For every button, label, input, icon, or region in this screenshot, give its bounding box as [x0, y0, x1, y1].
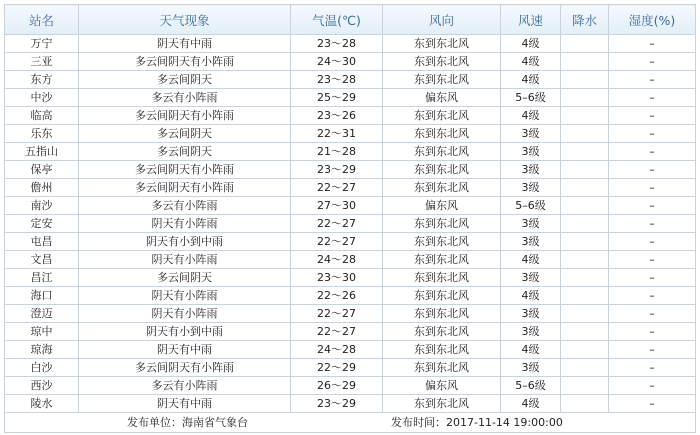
cell-wind-direction: 偏东风 — [383, 197, 501, 215]
cell-station: 五指山 — [5, 143, 79, 161]
cell-precipitation — [561, 341, 609, 359]
cell-humidity: – — [609, 323, 696, 341]
cell-humidity: – — [609, 269, 696, 287]
cell-humidity: – — [609, 107, 696, 125]
header-row — [5, 5, 696, 35]
cell-weather: 多云间阴天 — [79, 125, 291, 143]
cell-weather: 多云有小阵雨 — [79, 89, 291, 107]
cell-temperature: 23～29 — [291, 395, 383, 413]
cell-temperature: 22～29 — [291, 359, 383, 377]
weather-forecast-table — [4, 4, 696, 433]
cell-wind-speed: 4级 — [501, 35, 561, 53]
cell-weather: 阴天有小阵雨 — [79, 215, 291, 233]
cell-humidity: – — [609, 359, 696, 377]
table-header — [5, 5, 696, 35]
cell-humidity: – — [609, 143, 696, 161]
publisher-text: 发布单位：海南省气象台 — [127, 416, 248, 429]
cell-wind-speed: 3级 — [501, 161, 561, 179]
table-row — [5, 359, 696, 377]
cell-precipitation — [561, 359, 609, 377]
header-wind-speed: 风速 — [501, 5, 561, 35]
cell-temperature: 27～30 — [291, 197, 383, 215]
cell-precipitation — [561, 143, 609, 161]
cell-temperature: 23～28 — [291, 71, 383, 89]
cell-precipitation — [561, 35, 609, 53]
cell-weather: 阴天有小阵雨 — [79, 287, 291, 305]
cell-wind-direction: 东到东北风 — [383, 359, 501, 377]
cell-station: 临高 — [5, 107, 79, 125]
cell-weather: 阴天有小到中雨 — [79, 233, 291, 251]
cell-precipitation — [561, 323, 609, 341]
cell-wind-speed: 3级 — [501, 305, 561, 323]
cell-wind-speed: 4级 — [501, 107, 561, 125]
cell-weather: 多云间阴天有小阵雨 — [79, 53, 291, 71]
cell-temperature: 21～28 — [291, 143, 383, 161]
cell-wind-speed: 4级 — [501, 341, 561, 359]
header-precipitation: 降水 — [561, 5, 609, 35]
cell-station: 昌江 — [5, 269, 79, 287]
cell-wind-direction: 东到东北风 — [383, 287, 501, 305]
cell-wind-direction: 东到东北风 — [383, 269, 501, 287]
cell-station: 南沙 — [5, 197, 79, 215]
cell-weather: 多云间阴天有小阵雨 — [79, 179, 291, 197]
cell-station: 中沙 — [5, 89, 79, 107]
cell-temperature: 22～26 — [291, 287, 383, 305]
cell-station: 屯昌 — [5, 233, 79, 251]
cell-wind-speed: 4级 — [501, 71, 561, 89]
cell-precipitation — [561, 269, 609, 287]
cell-precipitation — [561, 161, 609, 179]
cell-wind-speed: 5–6级 — [501, 197, 561, 215]
cell-wind-speed: 3级 — [501, 143, 561, 161]
cell-precipitation — [561, 71, 609, 89]
cell-temperature: 22～27 — [291, 305, 383, 323]
cell-station: 定安 — [5, 215, 79, 233]
cell-station: 万宁 — [5, 35, 79, 53]
cell-wind-direction: 东到东北风 — [383, 125, 501, 143]
cell-wind-direction: 东到东北风 — [383, 161, 501, 179]
cell-humidity: – — [609, 215, 696, 233]
cell-humidity: – — [609, 395, 696, 413]
cell-weather: 多云间阴天 — [79, 143, 291, 161]
table-row — [5, 341, 696, 359]
cell-humidity: – — [609, 377, 696, 395]
cell-temperature: 23～26 — [291, 107, 383, 125]
cell-humidity: – — [609, 305, 696, 323]
cell-wind-direction: 东到东北风 — [383, 215, 501, 233]
cell-station: 儋州 — [5, 179, 79, 197]
cell-wind-direction: 东到东北风 — [383, 251, 501, 269]
cell-precipitation — [561, 395, 609, 413]
cell-weather: 多云间阴天有小阵雨 — [79, 161, 291, 179]
cell-wind-direction: 东到东北风 — [383, 323, 501, 341]
cell-humidity: – — [609, 197, 696, 215]
cell-weather: 多云间阴天 — [79, 269, 291, 287]
table-row — [5, 269, 696, 287]
cell-humidity: – — [609, 179, 696, 197]
weather-table-container — [4, 4, 695, 433]
cell-weather: 阴天有小阵雨 — [79, 251, 291, 269]
table-row — [5, 251, 696, 269]
cell-precipitation — [561, 233, 609, 251]
cell-humidity: – — [609, 341, 696, 359]
table-row — [5, 305, 696, 323]
cell-wind-direction: 东到东北风 — [383, 35, 501, 53]
cell-temperature: 24～30 — [291, 53, 383, 71]
cell-wind-speed: 3级 — [501, 233, 561, 251]
cell-humidity: – — [609, 71, 696, 89]
cell-humidity: – — [609, 233, 696, 251]
table-row — [5, 233, 696, 251]
cell-precipitation — [561, 107, 609, 125]
cell-station: 澄迈 — [5, 305, 79, 323]
cell-wind-speed: 3级 — [501, 269, 561, 287]
cell-wind-speed: 4级 — [501, 287, 561, 305]
cell-precipitation — [561, 215, 609, 233]
cell-wind-direction: 东到东北风 — [383, 233, 501, 251]
cell-temperature: 23～29 — [291, 161, 383, 179]
cell-wind-direction: 偏东风 — [383, 377, 501, 395]
cell-station: 白沙 — [5, 359, 79, 377]
cell-wind-direction: 东到东北风 — [383, 143, 501, 161]
cell-precipitation — [561, 287, 609, 305]
cell-station: 三亚 — [5, 53, 79, 71]
cell-weather: 多云间阴天有小阵雨 — [79, 107, 291, 125]
table-row — [5, 161, 696, 179]
cell-wind-speed: 3级 — [501, 323, 561, 341]
cell-station: 保亭 — [5, 161, 79, 179]
cell-temperature: 22～27 — [291, 215, 383, 233]
table-row — [5, 143, 696, 161]
table-row — [5, 179, 696, 197]
cell-weather: 阴天有中雨 — [79, 35, 291, 53]
header-wind-direction: 风向 — [383, 5, 501, 35]
cell-station: 东方 — [5, 71, 79, 89]
cell-temperature: 24～28 — [291, 251, 383, 269]
header-weather: 天气现象 — [79, 5, 291, 35]
table-row — [5, 107, 696, 125]
cell-humidity: – — [609, 35, 696, 53]
cell-wind-speed: 3级 — [501, 125, 561, 143]
cell-precipitation — [561, 125, 609, 143]
cell-wind-direction: 偏东风 — [383, 89, 501, 107]
cell-station: 西沙 — [5, 377, 79, 395]
cell-station: 文昌 — [5, 251, 79, 269]
cell-weather: 多云有小阵雨 — [79, 377, 291, 395]
table-row — [5, 395, 696, 413]
cell-temperature: 23～28 — [291, 35, 383, 53]
table-row — [5, 287, 696, 305]
cell-precipitation — [561, 53, 609, 71]
cell-temperature: 22～31 — [291, 125, 383, 143]
cell-wind-speed: 4级 — [501, 53, 561, 71]
header-station: 站名 — [5, 5, 79, 35]
cell-wind-speed: 3级 — [501, 215, 561, 233]
cell-precipitation — [561, 179, 609, 197]
cell-temperature: 25～29 — [291, 89, 383, 107]
cell-precipitation — [561, 305, 609, 323]
cell-wind-direction: 东到东北风 — [383, 395, 501, 413]
cell-precipitation — [561, 89, 609, 107]
cell-precipitation — [561, 377, 609, 395]
cell-wind-speed: 4级 — [501, 251, 561, 269]
cell-wind-speed: 5–6级 — [501, 89, 561, 107]
cell-humidity: – — [609, 125, 696, 143]
table-row — [5, 197, 696, 215]
table-row — [5, 35, 696, 53]
table-row — [5, 89, 696, 107]
table-row — [5, 377, 696, 395]
table-footer — [5, 413, 696, 433]
table-row — [5, 215, 696, 233]
cell-precipitation — [561, 197, 609, 215]
cell-precipitation — [561, 251, 609, 269]
cell-wind-direction: 东到东北风 — [383, 107, 501, 125]
cell-wind-speed: 3级 — [501, 179, 561, 197]
cell-humidity: – — [609, 161, 696, 179]
footer-cell — [5, 413, 696, 433]
cell-wind-direction: 东到东北风 — [383, 341, 501, 359]
table-row — [5, 71, 696, 89]
cell-temperature: 22～27 — [291, 179, 383, 197]
cell-weather: 阴天有中雨 — [79, 395, 291, 413]
cell-wind-direction: 东到东北风 — [383, 71, 501, 89]
cell-station: 琼海 — [5, 341, 79, 359]
table-body — [5, 35, 696, 413]
cell-temperature: 23～30 — [291, 269, 383, 287]
table-row — [5, 125, 696, 143]
cell-temperature: 22～27 — [291, 233, 383, 251]
cell-humidity: – — [609, 53, 696, 71]
cell-temperature: 24～28 — [291, 341, 383, 359]
cell-wind-speed: 5–6级 — [501, 377, 561, 395]
cell-weather: 多云间阴天 — [79, 71, 291, 89]
cell-temperature: 22～27 — [291, 323, 383, 341]
cell-wind-speed: 3级 — [501, 359, 561, 377]
cell-humidity: – — [609, 287, 696, 305]
cell-wind-direction: 东到东北风 — [383, 305, 501, 323]
cell-station: 海口 — [5, 287, 79, 305]
cell-weather: 多云间阴天有小阵雨 — [79, 359, 291, 377]
header-temperature: 气温(℃) — [291, 5, 383, 35]
cell-humidity: – — [609, 251, 696, 269]
table-row — [5, 323, 696, 341]
cell-wind-direction: 东到东北风 — [383, 53, 501, 71]
cell-weather: 阴天有小到中雨 — [79, 323, 291, 341]
table-row — [5, 53, 696, 71]
cell-weather: 阴天有中雨 — [79, 341, 291, 359]
cell-station: 琼中 — [5, 323, 79, 341]
cell-humidity: – — [609, 89, 696, 107]
cell-weather: 阴天有小阵雨 — [79, 305, 291, 323]
cell-temperature: 26～29 — [291, 377, 383, 395]
cell-weather: 多云有小阵雨 — [79, 197, 291, 215]
publish-time-text: 发布时间：2017-11-14 19:00:00 — [391, 416, 563, 429]
cell-wind-speed: 4级 — [501, 395, 561, 413]
cell-wind-direction: 东到东北风 — [383, 179, 501, 197]
header-humidity: 湿度(%) — [609, 5, 696, 35]
cell-station: 乐东 — [5, 125, 79, 143]
cell-station: 陵水 — [5, 395, 79, 413]
footer-row — [5, 413, 696, 433]
